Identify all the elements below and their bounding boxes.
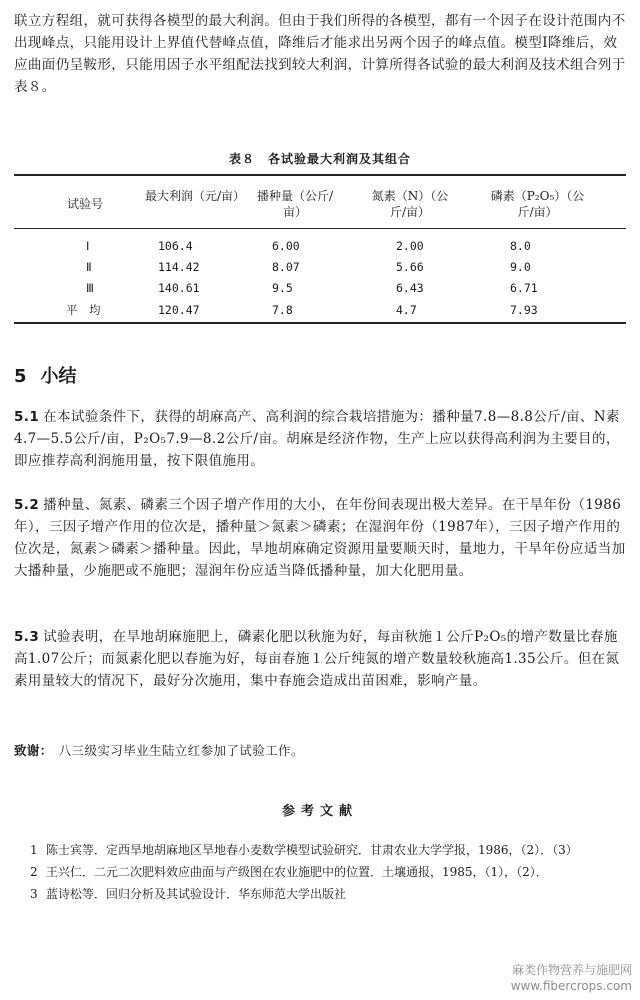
summary-paragraph-5-3: 5.3 试验表明，在旱地胡麻施肥上，磷素化肥以秋施为好，每亩秋施１公斤P₂O₅的增产数量比春施高1.07公斤；而氮素化肥以春施为好，每亩春施１公斤纯氮的增产数量较秋施高1.35公斤。但在氮素用量较大的情况下，最好分次施用，集中春施会造成出苗困难，影响产量。 [14, 629, 620, 689]
section-title: 小结 [40, 366, 77, 387]
summary-paragraph-5-1: 5.1 在本试验条件下，获得的胡麻高产、高利润的综合栽培措施为：播种量7.8—8.8公斤/亩、N素4.7—5.5公斤/亩，P₂O₅7.9—8.2公斤/亩。胡麻是经济作物，生产上应以获得高利润为主要目的，即应推荐高利润施用量，按下限值施用。 [14, 409, 620, 469]
table-cell: 2.00 [396, 239, 424, 253]
table-cell: 9.0 [510, 260, 531, 274]
table-cell: 9.5 [272, 281, 293, 295]
summary-paragraph-5-2: 5.2 播种量、氮素、磷素三个因子增产作用的大小，在年份间表现出极大差异。在干旱年份（1986年），三因子增产作用的位次是，播种量＞氮素＞磷素；在湿润年份（1987年），三因子增产作用的位次是，氮素＞磷素＞播种量。因此，旱地胡麻确定资源用量要顺天时，量地力，干旱年份应适当加大播种量，少施肥或不施肥；湿润年份应适当降低播种量，加大化肥用量。 [14, 497, 626, 579]
table-cell: 114.42 [158, 260, 200, 274]
table-cell: Ⅱ [86, 260, 92, 274]
table-cell: 7.93 [510, 303, 538, 317]
table-header-profit: 最大利润（元/亩） [145, 189, 246, 203]
table-cell: Ⅰ [86, 239, 90, 253]
reference-item: 3 蓝诗松等．回归分析及其试验设计．华东师范大学出版社 [30, 887, 347, 901]
reference-item: 2 王兴仁．二元二次肥料效应曲面与产级图在农业施肥中的位置．土壤通报，1985，（1），（2）． [30, 865, 548, 879]
table-caption: 表８ 各试验最大利润及其组合 [228, 152, 411, 166]
site-watermark: 麻类作物营养与施肥网 www.fibercrops.com [510, 963, 632, 993]
references-title: 参考文献 [281, 804, 358, 819]
section-number: 5 [14, 366, 27, 387]
table-cell: 140.61 [158, 281, 200, 295]
table-cell: 6.00 [272, 239, 300, 253]
reference-item: 1 陈士宾等．定西旱地胡麻地区旱地春小麦数学模型试验研究．甘肃农业大学学报，1986，（2）．（3） [30, 843, 578, 857]
section-heading [14, 362, 77, 388]
table-cell: 4.7 [396, 303, 417, 317]
acknowledgement: 致谢： 八三级实习毕业生陆立红参加了试验工作。 [14, 743, 304, 758]
intro-paragraph: 联立方程组，就可获得各模型的最大利润。但由于我们所得的各模型，都有一个因子在设计范围内不出现峰点，只能用设计上界值代替峰点值，降维后才能求出另两个因子的峰点值。模型Ⅰ降维后，效应曲面仍呈鞍形，只能用因子水平组配法找到较大利润，计算所得各试验的最大利润及技术组合列于表８。 [14, 13, 626, 95]
table-header-trial: 试验号 [66, 197, 103, 211]
table-bottom-rule [14, 322, 626, 324]
table-header-nitrogen: 氮素（N）（公斤/亩） [371, 189, 449, 219]
table-cell: 6.43 [396, 281, 424, 295]
table-header-rule [14, 228, 626, 229]
table-cell: 6.71 [510, 281, 538, 295]
table-cell: 7.8 [272, 303, 293, 317]
table-top-rule [14, 174, 626, 176]
table-cell: 120.47 [158, 303, 200, 317]
table-header-phosphorus: 磷素（P₂O₅）（公斤/亩） [490, 189, 585, 219]
table-cell: Ⅲ [86, 281, 94, 295]
table-cell: 106.4 [158, 239, 193, 253]
table-cell: 8.07 [272, 260, 300, 274]
table-cell: 平 均 [66, 303, 101, 317]
table-cell: 5.66 [396, 260, 424, 274]
table-cell: 8.0 [510, 239, 531, 253]
table-header-seed-rate: 播种量（公斤/亩） [256, 189, 334, 219]
